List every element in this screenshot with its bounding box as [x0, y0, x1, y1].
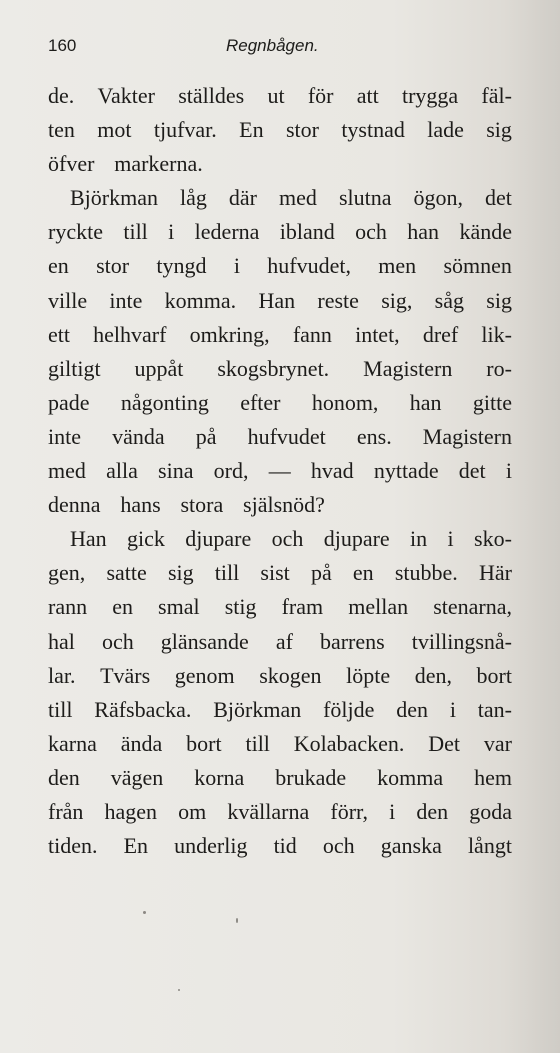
- text-line: till Räfsbacka. Björkman följde den i tan-: [48, 696, 512, 722]
- text-line: en stor tyngd i hufvudet, men sömnen: [48, 253, 512, 279]
- paper-speck: [178, 989, 180, 991]
- paper-speck: [143, 911, 146, 914]
- text-line: med alla sina ord, — hvad nyttade det i: [48, 458, 512, 484]
- text-line: ville inte komma. Han reste sig, såg sig: [48, 287, 512, 313]
- text-line: öfver markerna.: [48, 151, 203, 177]
- running-title: Regnbågen.: [226, 36, 319, 55]
- text-line: ten mot tjufvar. En stor tystnad lade sig: [48, 117, 512, 143]
- text-line: karna ända bort till Kolabacken. Det var: [48, 730, 512, 756]
- text-line: inte vända på hufvudet ens. Magistern: [48, 423, 512, 449]
- text-line: ryckte till i lederna ibland och han kände: [48, 219, 512, 245]
- text-line: hal och glänsande af barrens tvillingsnå-: [48, 628, 512, 654]
- text-line: gen, satte sig till sist på en stubbe. Här: [48, 560, 512, 586]
- text-line: från hagen om kvällarna förr, i den goda: [48, 798, 512, 824]
- text-line: den vägen korna brukade komma hem: [48, 764, 512, 790]
- running-head: [48, 36, 518, 60]
- body-text: [48, 84, 512, 868]
- text-line: lar. Tvärs genom skogen löpte den, bort: [48, 662, 512, 688]
- text-line: pade någonting efter honom, han gitte: [48, 389, 512, 415]
- paper-speck: [236, 918, 238, 923]
- text-line: tiden. En underlig tid och ganska långt: [48, 833, 512, 859]
- text-line: rann en smal stig fram mellan stenarna,: [48, 594, 512, 620]
- text-line: Björkman låg där med slutna ögon, det: [70, 185, 512, 211]
- text-line: ett helhvarf omkring, fann intet, dref lik-: [48, 321, 512, 347]
- text-line: giltigt uppåt skogsbrynet. Magistern ro-: [48, 355, 512, 381]
- text-line: de. Vakter ställdes ut för att trygga fäl-: [48, 83, 512, 108]
- text-line: denna hans stora själsnöd?: [48, 492, 325, 518]
- text-line: Han gick djupare och djupare in i sko-: [70, 526, 512, 552]
- page-number: 160: [48, 36, 77, 55]
